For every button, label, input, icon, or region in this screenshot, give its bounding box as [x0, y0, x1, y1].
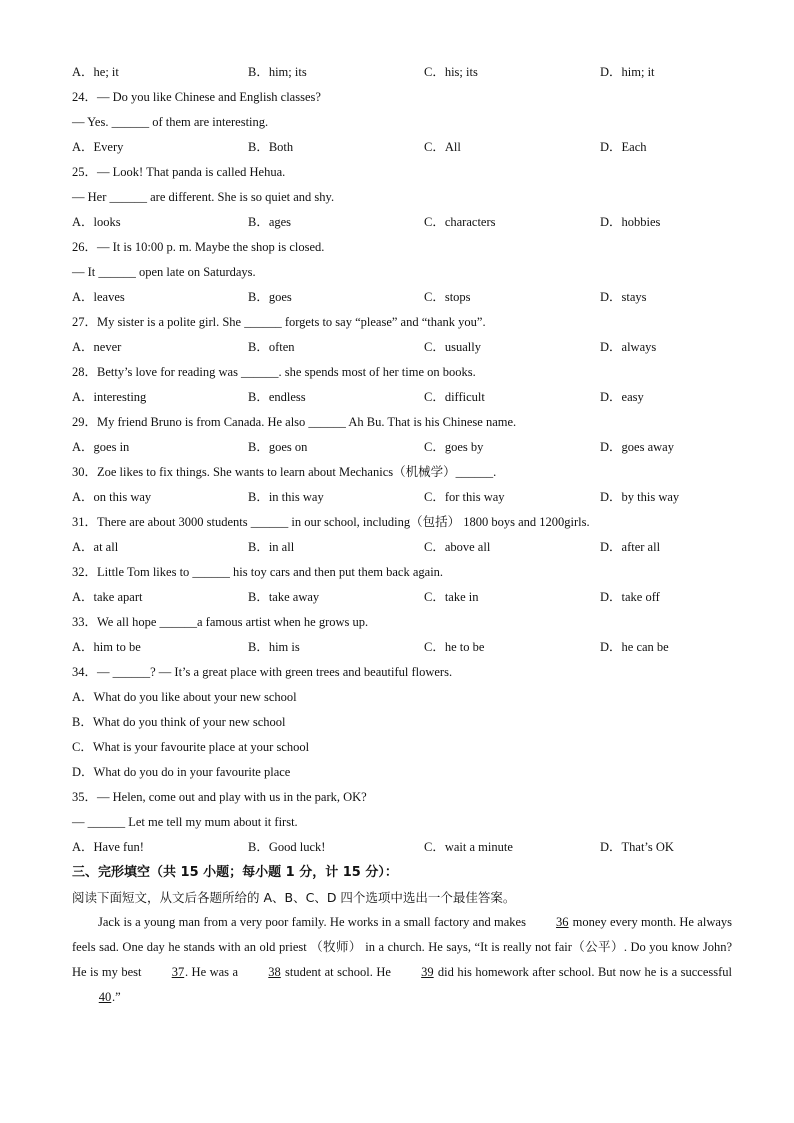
question-line: 32．Little Tom likes to ______ his toy cars and then put them back again.: [72, 565, 444, 579]
option-b: B．Both: [248, 140, 294, 154]
option-b: B．him is: [248, 640, 300, 654]
option-c: C．stops: [424, 290, 471, 304]
option-b: B．in this way: [248, 490, 324, 504]
option-a: A．What do you like about your new school: [72, 690, 297, 704]
question-line: 27．My sister is a polite girl. She ______ forgets to say “please” and “thank you”.: [72, 315, 486, 329]
question-line: 35．— Helen, come out and play with us in the park, OK?: [72, 790, 367, 804]
question-options: [72, 435, 732, 460]
option-a: A．never: [72, 340, 122, 354]
question-30: [72, 460, 732, 510]
option-a: A．take apart: [72, 590, 143, 604]
option-a: A．he; it: [72, 65, 119, 79]
option-b: B．often: [248, 340, 295, 354]
option-a: A．Have fun!: [72, 840, 144, 854]
q23-options: [72, 60, 732, 85]
option-d: D．hobbies: [600, 215, 661, 229]
question-line: — It ______ open late on Saturdays.: [72, 265, 256, 279]
question-line: 30．Zoe likes to fix things. She wants to learn about Mechanics（机械学）______.: [72, 465, 497, 479]
option-c: C．All: [424, 140, 461, 154]
option-c: C．goes by: [424, 440, 484, 454]
question-line: 24．— Do you like Chinese and English classes?: [72, 90, 321, 104]
question-33: [72, 610, 732, 660]
question-options: [72, 835, 732, 860]
passage-text: money every month. He always feels sad. One day he stands with an old priest （牧师） in a church. He says, “It is really not fair（公平）. Do you know John? He is my best: [72, 915, 733, 979]
passage-text: student at school. He: [281, 965, 395, 979]
option-c: C．he to be: [424, 640, 485, 654]
option-c: C．difficult: [424, 390, 485, 404]
question-line: 34．— ______? — It’s a great place with green trees and beautiful flowers.: [72, 665, 453, 679]
option-d: D．What do you do in your favourite place: [72, 765, 291, 779]
question-options: [72, 485, 732, 510]
option-c: C．his; its: [424, 65, 478, 79]
option-b: B．ages: [248, 215, 292, 229]
option-d: D．him; it: [600, 65, 655, 79]
question-options: [72, 135, 732, 160]
option-b: B．Good luck!: [248, 840, 326, 854]
option-b: B．endless: [248, 390, 306, 404]
passage-text: did his homework after school. But now he is a successful: [434, 965, 732, 979]
option-c: C．for this way: [424, 490, 505, 504]
question-options: [72, 335, 732, 360]
question-28: [72, 360, 732, 410]
question-line: 33．We all hope ______a famous artist when he grows up.: [72, 615, 369, 629]
option-c: C．above all: [424, 540, 491, 554]
blank-40: 40: [98, 990, 112, 1004]
question-26: [72, 235, 732, 310]
question-options: [72, 585, 732, 610]
blank-39: 39: [421, 965, 434, 979]
section-instruction: 阅读下面短文，从文后各题所给的 A、B、C、D 四个选项中选出一个最佳答案。: [72, 890, 516, 905]
option-b: B．What do you think of your new school: [72, 715, 286, 729]
option-b: B．in all: [248, 540, 295, 554]
question-27: [72, 310, 732, 360]
option-d: D．easy: [600, 390, 644, 404]
passage-text: .”: [112, 990, 121, 1004]
option-a: A．on this way: [72, 490, 152, 504]
question-24: [72, 85, 732, 160]
blank-37: 37: [171, 965, 185, 979]
question-35: [72, 785, 732, 860]
option-a: A．him to be: [72, 640, 141, 654]
option-a: A．goes in: [72, 440, 130, 454]
option-d: D．he can be: [600, 640, 669, 654]
question-options: [72, 285, 732, 310]
option-a: A．leaves: [72, 290, 125, 304]
option-b: B．him; its: [248, 65, 307, 79]
option-b: B．goes on: [248, 440, 308, 454]
option-d: D．take off: [600, 590, 660, 604]
question-25: [72, 160, 732, 235]
question-line: 31．There are about 3000 students ______ in our school, including（包括） 1800 boys and 1200girls.: [72, 515, 590, 529]
question-options: [72, 535, 732, 560]
option-a: A．Every: [72, 140, 124, 154]
option-d: D．stays: [600, 290, 647, 304]
option-d: D．goes away: [600, 440, 674, 454]
cloze-passage: [72, 910, 732, 1010]
option-d: D．after all: [600, 540, 661, 554]
question-options: [72, 210, 732, 235]
section-cloze: [72, 860, 732, 1010]
blank-38: 38: [268, 965, 281, 979]
question-line: 25．— Look! That panda is called Hehua.: [72, 165, 286, 179]
option-c: C．usually: [424, 340, 481, 354]
option-b: B．goes: [248, 290, 292, 304]
question-32: [72, 560, 732, 610]
question-34: [72, 660, 732, 785]
option-c: C．What is your favourite place at your school: [72, 740, 310, 754]
question-line: — ______ Let me tell my mum about it first.: [72, 815, 298, 829]
option-c: C．characters: [424, 215, 496, 229]
option-d: D．Each: [600, 140, 647, 154]
question-line: — Her ______ are different. She is so quiet and shy.: [72, 190, 335, 204]
option-a: A．interesting: [72, 390, 147, 404]
question-31: [72, 510, 732, 560]
question-29: [72, 410, 732, 460]
option-d: D．That’s OK: [600, 840, 674, 854]
passage-text: . He was a: [184, 965, 242, 979]
exam-page: [72, 60, 732, 1010]
blank-36: 36: [556, 915, 569, 929]
question-options: [72, 635, 732, 660]
option-d: D．by this way: [600, 490, 680, 504]
option-b: B．take away: [248, 590, 320, 604]
question-line: 26．— It is 10:00 p. m. Maybe the shop is closed.: [72, 240, 325, 254]
option-c: C．take in: [424, 590, 479, 604]
passage-text: Jack is a young man from a very poor family. He works in a small factory and makes: [98, 915, 530, 929]
question-line: 29．My friend Bruno is from Canada. He also ______ Ah Bu. That is his Chinese name.: [72, 415, 517, 429]
question-line: — Yes. ______ of them are interesting.: [72, 115, 269, 129]
question-line: 28．Betty’s love for reading was ______. she spends most of her time on books.: [72, 365, 476, 379]
option-c: C．wait a minute: [424, 840, 513, 854]
option-a: A．at all: [72, 540, 119, 554]
option-d: D．always: [600, 340, 657, 354]
section-heading: 三、完形填空（共 15 小题；每小题 1 分，计 15 分）：: [72, 865, 398, 880]
question-options: [72, 385, 732, 410]
option-a: A．looks: [72, 215, 121, 229]
